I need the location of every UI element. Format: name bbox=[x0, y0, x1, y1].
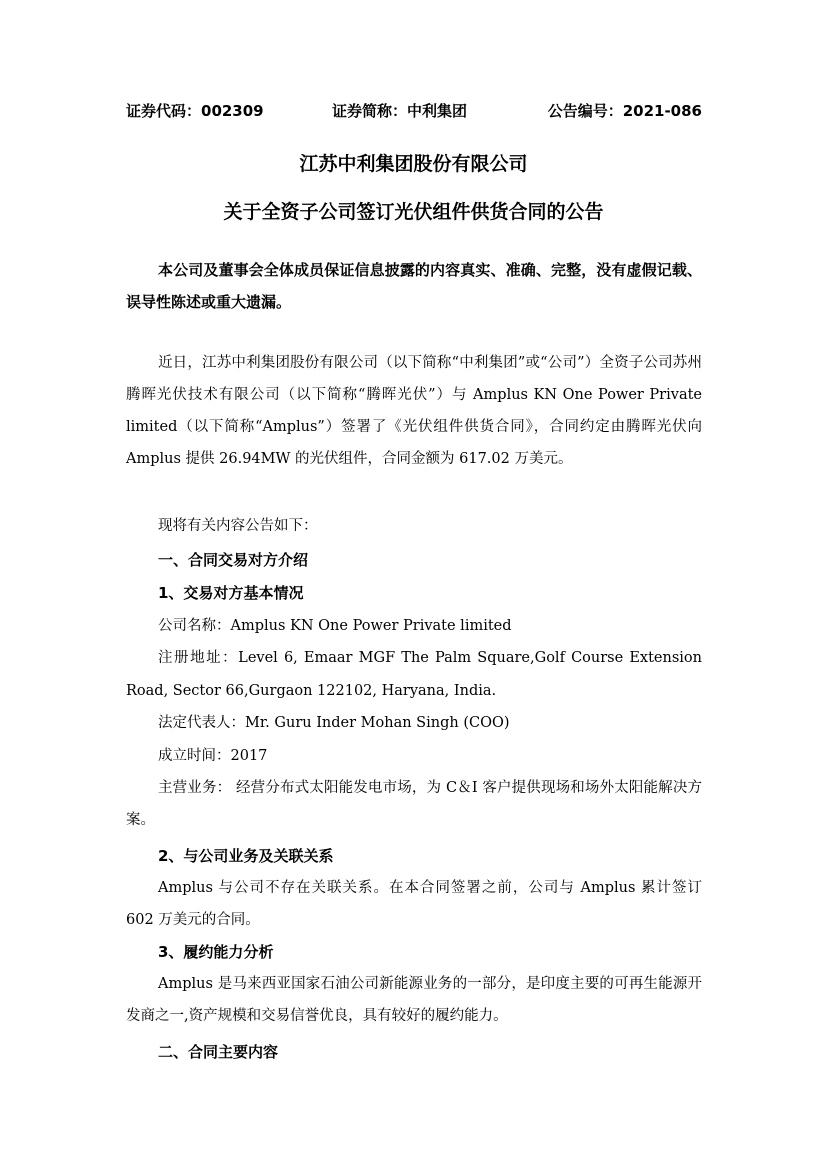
section-1-heading: 一、合同交易对方介绍 bbox=[158, 551, 309, 569]
disclosure-statement: 本公司及董事会全体成员保证信息披露的内容真实、准确、完整，没有虚假记载、误导性陈述或重大遗漏。 bbox=[126, 261, 702, 311]
announcement-title: 关于全资子公司签订光伏组件供货合同的公告 bbox=[223, 201, 604, 223]
intro-paragraph: 近日，江苏中利集团股份有限公司（以下简称“中利集团”或“公司”）全资子公司苏州腾晖光伏技术有限公司（以下简称“腾晖光伏”）与 Amplus KN One Power Private limited（以下简称“Amplus”）签署了《光伏组件供货合同》，合同约定由腾晖光伏向 Amplus 提供 26.94MW 的光伏组件，合同金额为 617.02 万美元。 bbox=[126, 355, 702, 467]
company-name-line: 公司名称：Amplus KN One Power Private limited bbox=[158, 618, 512, 634]
subsection-3-heading: 3、履约能力分析 bbox=[158, 943, 274, 961]
company-title: 江苏中利集团股份有限公司 bbox=[299, 153, 528, 175]
subsection-1-heading: 1、交易对方基本情况 bbox=[158, 584, 304, 602]
section-2-heading: 二、合同主要内容 bbox=[158, 1043, 279, 1061]
stock-abbreviation: 证券简称：中利集团 bbox=[332, 102, 468, 120]
capability-paragraph: Amplus 是马来西亚国家石油公司新能源业务的一部分，是印度主要的可再生能源开发商之一,资产规模和交易信誉优良，具有较好的履约能力。 bbox=[126, 976, 702, 1024]
founded-line: 成立时间：2017 bbox=[158, 748, 268, 764]
legal-representative-line: 法定代表人：Mr. Guru Inder Mohan Singh (COO) bbox=[158, 715, 510, 731]
subsection-2-heading: 2、与公司业务及关联关系 bbox=[158, 847, 334, 865]
relation-paragraph: Amplus 与公司不存在关联关系。在本合同签署之前，公司与 Amplus 累计签订 602 万美元的合同。 bbox=[126, 880, 702, 928]
address-line-2: Road, Sector 66,Gurgaon 122102, Haryana, India. bbox=[126, 683, 497, 699]
address-line-1: 注册地址：Level 6, Emaar MGF The Palm Square,Golf Course Extension bbox=[158, 650, 702, 666]
stock-code: 证券代码：002309 bbox=[126, 102, 264, 120]
business-paragraph: 主营业务： 经营分布式太阳能发电市场，为 C＆I 客户提供现场和场外太阳能解决方案。 bbox=[126, 780, 702, 828]
announce-line: 现将有关内容公告如下： bbox=[158, 518, 318, 534]
announcement-number: 公告编号：2021-086 bbox=[547, 102, 702, 120]
